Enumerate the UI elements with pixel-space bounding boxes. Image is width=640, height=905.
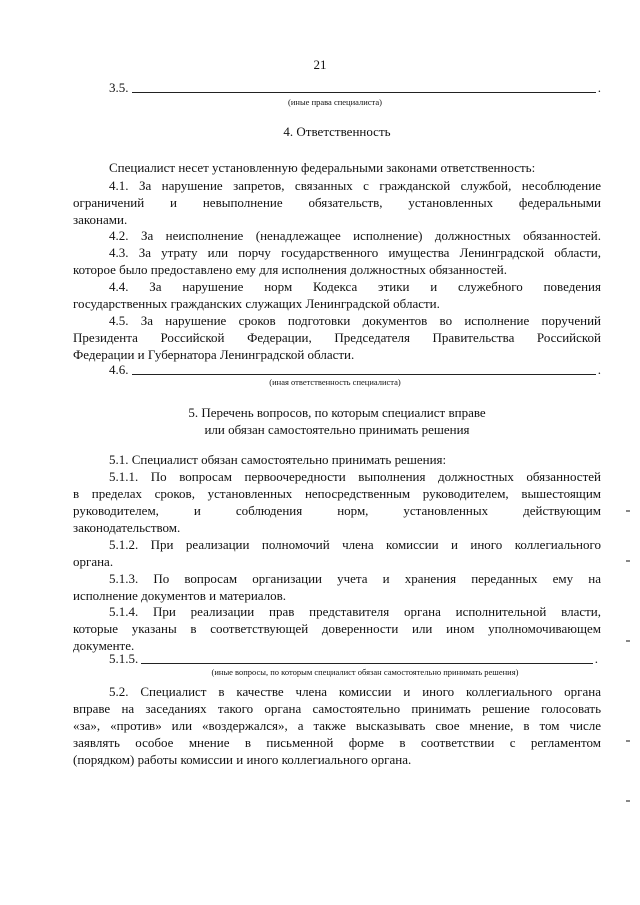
paragraph-5-2-line-5: (порядком) работы комиссии и иного коллегиального органа.: [73, 752, 412, 767]
item-4-6-number: 4.6.: [109, 362, 129, 377]
paragraph-4-4-line-1: 4.4. За нарушение норм Кодекса этики и служебного поведения: [109, 279, 601, 294]
paragraph-5-1-1-line-4: законодательством.: [73, 520, 181, 535]
paragraph-4-3-line-1: 4.3. За утрату или порчу государственного имущества Ленинградской области,: [109, 245, 601, 260]
item-5-1-5-number: 5.1.5.: [109, 651, 139, 666]
paragraph-4-1-line-3: законами.: [73, 212, 128, 227]
paragraph-5-1-2-line-2: органа.: [73, 554, 114, 569]
paragraph-5-1-1-line-2: в пределах сроков, установленных непосредственным руководителем, вышестоящим: [73, 486, 601, 501]
paragraph-5-1-2-line-1: 5.1.2. При реализации полномочий члена комиссии и иного коллегиального: [109, 537, 601, 552]
section-4-heading: 4. Ответственность: [283, 124, 391, 139]
paragraph-5-1-3-line-1: 5.1.3. По вопросам организации учета и хранения переданных ему на: [109, 571, 601, 586]
paragraph-5-2-line-4: заявлять особое мнение в письменной форме в соответствии с регламентом: [73, 735, 601, 750]
section-4-intro: Специалист несет установленную федеральными законами ответственность:: [109, 160, 536, 175]
paragraph-5-1-4-line-1: 5.1.4. При реализации прав представителя органа исполнительной власти,: [109, 604, 601, 619]
item-4-6-caption: (иная ответственность специалиста): [269, 377, 401, 387]
paragraph-5-2-line-2: вправе на заседаниях такого органа самостоятельно принимать решение голосовать: [73, 701, 601, 716]
item-3-5-caption: (иные права специалиста): [288, 97, 382, 107]
section-5-heading-line-2: или обязан самостоятельно принимать решения: [204, 422, 470, 437]
paragraph-5-1: 5.1. Специалист обязан самостоятельно принимать решения:: [109, 452, 447, 467]
item-3-5-number: 3.5.: [109, 80, 129, 95]
paragraph-4-1-line-1: 4.1. За нарушение запретов, связанных с гражданской службой, несоблюдение: [109, 178, 601, 193]
item-4-6-end: .: [597, 362, 601, 377]
paragraph-4-4-line-2: государственных гражданских служащих Ленинградской области.: [73, 296, 440, 311]
item-3-5: [109, 80, 601, 96]
item-4-6-blank: [132, 362, 596, 375]
section-5-heading-line-1: 5. Перечень вопросов, по которым специалист вправе: [188, 405, 486, 420]
paragraph-5-1-4-line-2: которые указаны в соответствующей доверенности или ином уполномочивающем: [73, 621, 601, 636]
paragraph-5-2-line-3: «за», «против» или «воздержался», а также высказывать свое мнение, в том числе: [73, 718, 601, 733]
paragraph-4-2: 4.2. За неисполнение (ненадлежащее исполнение) должностных обязанностей.: [109, 228, 601, 243]
scan-mark: [626, 560, 630, 562]
item-3-5-blank: [132, 80, 596, 93]
paragraph-4-5-line-3: Федерации и Губернатора Ленинградской области.: [73, 347, 355, 362]
paragraph-5-1-4-line-3: документе.: [73, 638, 135, 653]
scan-mark: [626, 740, 630, 742]
item-3-5-end: .: [597, 80, 601, 95]
item-5-1-5-caption: (иные вопросы, по которым специалист обязан самостоятельно принимать решения): [211, 667, 519, 677]
scan-mark: [626, 510, 630, 512]
paragraph-4-5-line-2: Президента Российской Федерации, Председателя Правительства Российской: [73, 330, 601, 345]
item-5-1-5: [109, 651, 598, 667]
paragraph-4-5-line-1: 4.5. За нарушение сроков подготовки документов во исполнение поручений: [109, 313, 601, 328]
paragraph-5-2-line-1: 5.2. Специалист в качестве члена комиссии и иного коллегиального органа: [109, 684, 601, 699]
item-5-1-5-blank: [141, 651, 593, 664]
page-number: 21: [313, 57, 327, 72]
item-5-1-5-end: .: [594, 651, 598, 666]
item-4-6: [109, 362, 601, 378]
paragraph-5-1-3-line-2: исполнение документов и материалов.: [73, 588, 287, 603]
paragraph-5-1-1-line-1: 5.1.1. По вопросам первоочередности выполнения должностных обязанностей: [109, 469, 601, 484]
scan-mark: [626, 800, 630, 802]
paragraph-4-3-line-2: которое было предоставлено ему для исполнения должностных обязанностей.: [73, 262, 507, 277]
scan-mark: [626, 640, 630, 642]
paragraph-5-1-1-line-3: руководителем, и соблюдения норм, установленных действующим: [73, 503, 601, 518]
paragraph-4-1-line-2: ограничений и невыполнение обязательств, установленных федеральными: [73, 195, 601, 210]
